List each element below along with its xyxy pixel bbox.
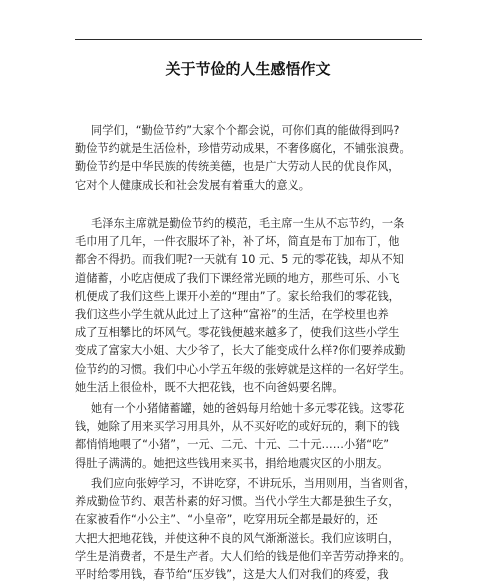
paragraph-line: 勤俭节约就是生活俭朴，珍惜劳动成果，不奢侈腐化，不铺张浪费。 [75, 142, 411, 156]
paragraph-line: 养成勤俭节约、艰苦朴素的好习惯。当代小学生大都是独生子女， [75, 495, 400, 509]
paragraph-4 [75, 475, 435, 584]
paragraph-1 [75, 122, 435, 195]
paragraph-line: 我们应向张婷学习，不讲吃穿，不讲玩乐，当用则用，当省则省， [91, 477, 416, 490]
paragraph-line: 钱，她除了用来买学习用具外，从不买好吃的或好玩的，剩下的钱 [75, 420, 400, 434]
paragraph-line: 俭节约的习惯。我们中心小学五年级的张婷就是这样的一名好学生。 [75, 362, 411, 376]
paragraph-2 [75, 215, 435, 397]
paragraph-line: 它对个人健康成长和社会发展有着重大的意义。 [75, 178, 310, 192]
paragraph-line: 机便成了我们这些上课开小差的“理由”了。家长给我们的零花钱， [75, 289, 400, 303]
paragraph-line: 大把大把地花钱，并使这种不良的风气渐渐滋长。我们应该明白， [75, 531, 400, 545]
paragraph-line: 勤俭节约是中华民族的传统美德，也是广大劳动人民的优良作风， [75, 160, 400, 174]
paragraph-line: 她生活上很俭朴，既不大把花钱，也不向爸妈要名牌。 [75, 380, 344, 394]
paragraph-line: 都舍不得扔。而我们呢?一天就有 10 元、5 元的零花钱，却从不知 [75, 253, 404, 267]
paragraph-line: 学生是消费者，不是生产者。大人们给的钱是他们辛苦劳动挣来的。 [75, 549, 411, 563]
paragraph-line: 都悄悄地喂了“小猪”，一元、二元、十元、二十元……小猪“吃” [75, 438, 390, 452]
paragraph-line: 同学们，“勤俭节约”大家个个都会说，可你们真的能做得到吗? [91, 124, 400, 137]
paragraph-line: 得肚子满满的。她把这些钱用来买书，捐给地震灾区的小朋友。 [75, 456, 389, 470]
paragraph-line: 道储蓄，小吃店便成了我们下课经常光顾的地方，那些可乐、小飞 [75, 271, 400, 285]
paragraph-line: 成了互相攀比的坏风气。零花钱便越来越多了，使我们这些小学生 [75, 326, 400, 340]
header-rule [75, 39, 422, 40]
paragraph-line: 毛巾用了几年，一件衣服坏了补，补了坏，简直是布丁加布丁，他 [75, 235, 400, 249]
paragraph-3 [75, 400, 435, 473]
paragraph-line: 平时给零用钱，春节给“压岁钱”，这是大人们对我们的疼爱，我 [75, 567, 389, 581]
paragraph-line: 毛泽东主席就是勤俭节约的模范，毛主席一生从不忘节约，一条 [91, 217, 405, 230]
paragraph-line: 她有一个小猪储蓄罐，她的爸妈每月给她十多元零花钱。这零花 [91, 402, 405, 415]
paragraph-line: 变成了富家大小姐、大少爷了，长大了能变成什么样?你们要养成勤 [75, 344, 406, 358]
paragraph-line: 我们这些小学生就从此过上了这种“富裕”的生活，在学校里也养 [75, 307, 389, 321]
paragraph-line: 在家被看作“小公主”、“小皇帝”，吃穿用玩全都是最好的，还 [75, 513, 378, 527]
document-title: 关于节俭的人生感悟作文 [165, 60, 331, 78]
